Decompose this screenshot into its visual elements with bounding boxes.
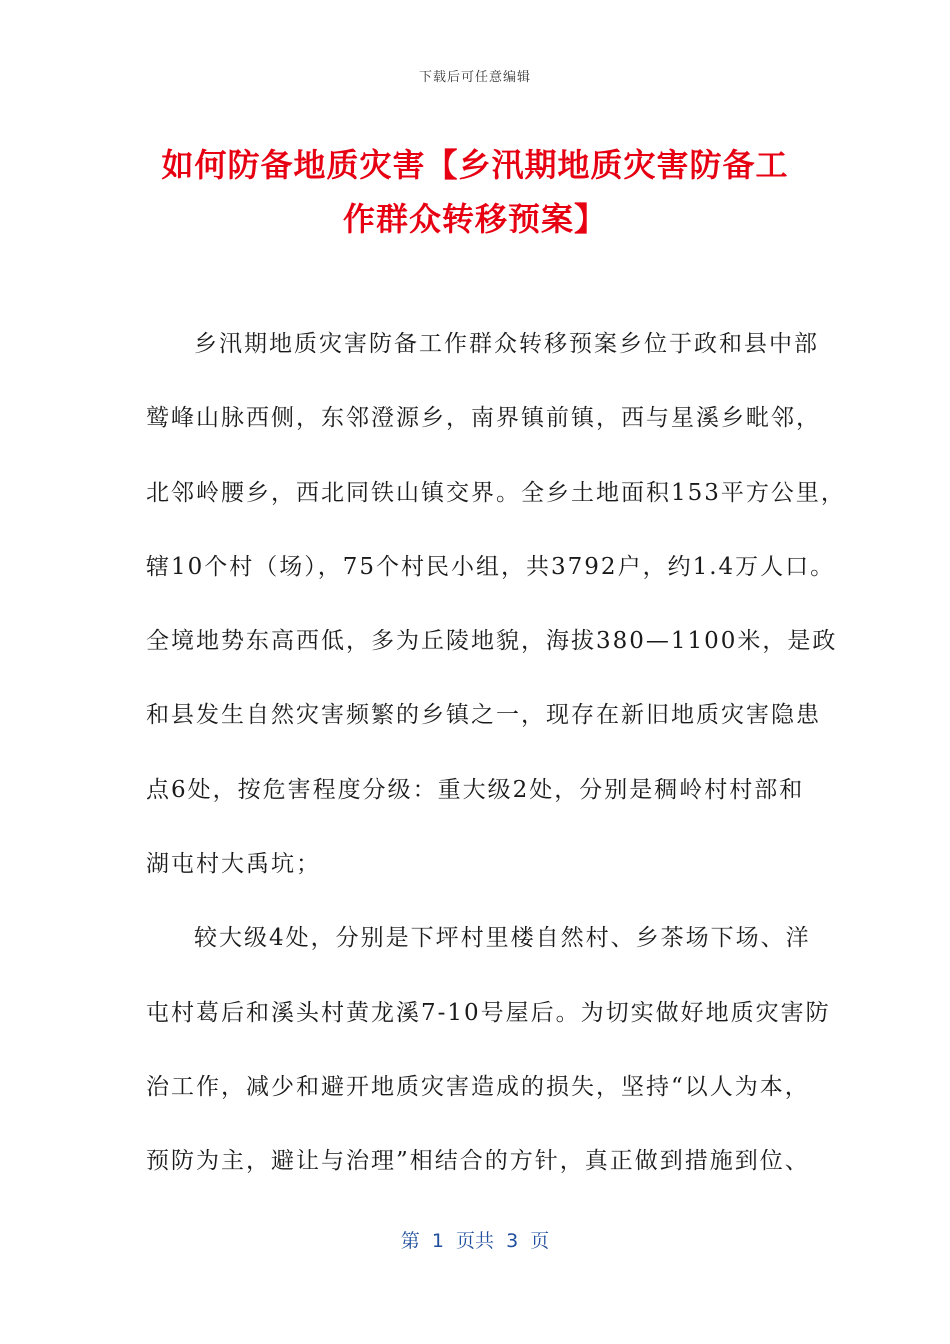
paragraph-line: 全境地势东高西低，多为丘陵地貌，海拔380—1100米，是政: [146, 628, 838, 655]
paragraph-line: 治工作，减少和避开地质灾害造成的损失，坚持“以人为本，: [146, 1073, 810, 1100]
title-line-2: 作群众转移预案】: [342, 200, 607, 238]
paragraph-line: 辖10个村（场），75个村民小组，共3792户，约1.4万人口。: [146, 553, 836, 580]
paragraph-line: 屯村葛后和溪头村黄龙溪7-10号屋后。为切实做好地质灾害防: [146, 999, 831, 1026]
document-title: [120, 138, 830, 246]
paragraph-line: 预防为主，避让与治理”相结合的方针，真正做到措施到位、: [146, 1148, 810, 1175]
page-number-footer: 第 1 页共 3 页: [400, 1230, 550, 1252]
document-body: [146, 318, 846, 1210]
paragraph-line: 鹫峰山脉西侧，东邻澄源乡，南界镇前镇，西与星溪乡毗邻，: [146, 405, 821, 432]
paragraph-line: 乡汛期地质灾害防备工作群众转移预案乡位于政和县中部: [194, 331, 819, 357]
paragraph-line: 较大级4处，分别是下坪村里楼自然村、乡茶场下场、洋: [194, 925, 811, 952]
paragraph-line: 北邻岭腰乡，西北同铁山镇交界。全乡土地面积153平方公里，: [146, 479, 846, 506]
paragraph-line: 和县发生自然灾害频繁的乡镇之一，现存在新旧地质灾害隐患: [146, 702, 821, 729]
title-line-1: 如何防备地质灾害【乡汛期地质灾害防备工: [161, 146, 789, 184]
header-note: 下载后可任意编辑: [418, 70, 531, 85]
paragraph-line: 点6处，按危害程度分级：重大级2处，分别是稠岭村村部和: [146, 776, 805, 803]
paragraph-line: 湖屯村大禹坑；: [146, 851, 321, 878]
